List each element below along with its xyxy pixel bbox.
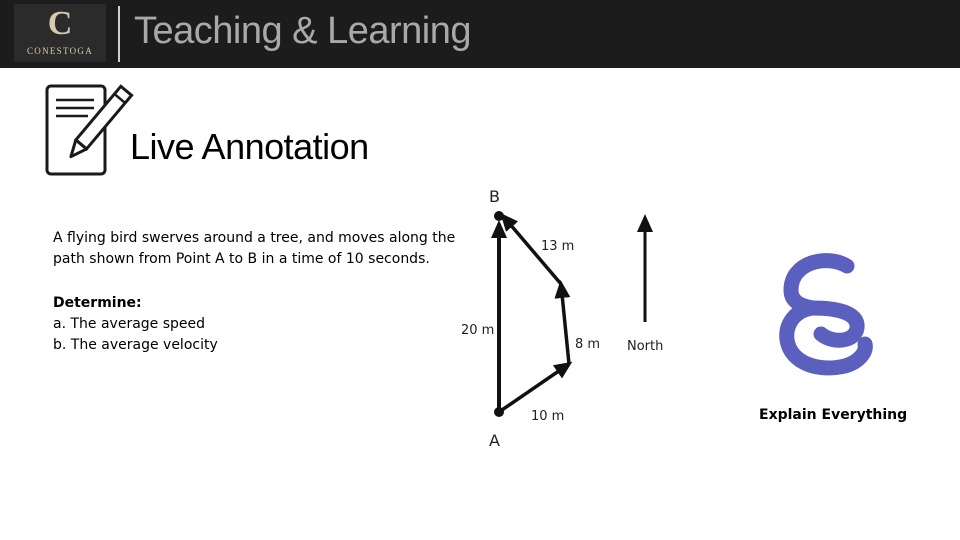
explain-everything-logo-icon bbox=[775, 252, 875, 377]
notepad-pencil-icon bbox=[44, 82, 136, 178]
conestoga-logo bbox=[14, 4, 106, 62]
label-20m: 20 m bbox=[461, 323, 495, 338]
header-title: Teaching & Learning bbox=[134, 10, 471, 52]
question-item: a. The average speed bbox=[53, 316, 206, 332]
label-point-b: B bbox=[489, 187, 500, 206]
header-divider bbox=[118, 6, 120, 62]
question-item: b. The average velocity bbox=[53, 337, 218, 353]
problem-line: path shown from Point A to B in a time of 10 seconds. bbox=[53, 251, 430, 267]
point-a-dot bbox=[494, 407, 504, 417]
label-13m: 13 m bbox=[541, 239, 575, 254]
path-segment-8m bbox=[561, 284, 569, 364]
determine-list bbox=[53, 293, 218, 356]
label-point-a: A bbox=[489, 431, 500, 450]
path-segment-10m bbox=[499, 364, 569, 412]
logo-letter: C bbox=[47, 5, 73, 42]
explain-everything-label: Explain Everything bbox=[759, 407, 908, 423]
point-b-dot bbox=[494, 211, 504, 221]
slide-title: Live Annotation bbox=[130, 126, 369, 167]
label-10m: 10 m bbox=[531, 409, 565, 424]
problem-statement bbox=[53, 228, 483, 270]
logo-text: CONESTOGA bbox=[26, 46, 94, 56]
header-bar bbox=[0, 0, 960, 68]
label-8m: 8 m bbox=[575, 337, 601, 352]
label-north: North bbox=[627, 339, 664, 354]
determine-heading: Determine: bbox=[53, 295, 142, 311]
problem-line: A flying bird swerves around a tree, and moves along the bbox=[53, 230, 456, 246]
displacement-diagram bbox=[455, 182, 675, 457]
